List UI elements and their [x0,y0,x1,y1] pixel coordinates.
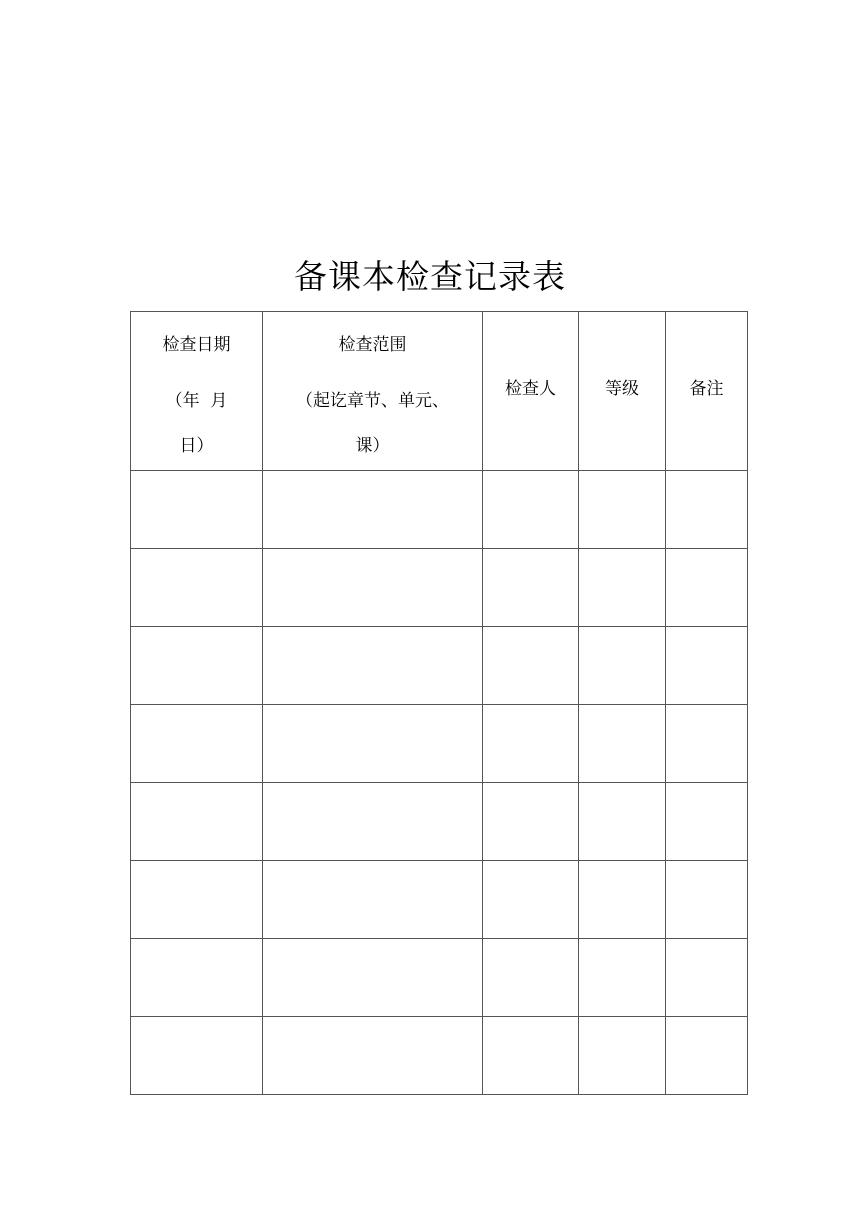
cell-date[interactable] [131,627,263,705]
cell-grade[interactable] [579,783,666,861]
cell-grade[interactable] [579,705,666,783]
table-row [131,471,748,549]
cell-date[interactable] [131,471,263,549]
cell-remarks[interactable] [666,861,748,939]
cell-inspector[interactable] [483,705,579,783]
header-inspector-label: 检查人 [505,378,556,399]
cell-inspector[interactable] [483,1017,579,1095]
header-scope-line1: 检查范围 [338,335,407,355]
cell-grade[interactable] [579,471,666,549]
cell-remarks[interactable] [666,549,748,627]
table-row [131,549,748,627]
cell-grade[interactable] [579,939,666,1017]
header-grade [579,312,666,471]
cell-inspector[interactable] [483,471,579,549]
header-date [131,312,263,471]
cell-scope[interactable] [263,471,483,549]
cell-scope[interactable] [263,939,483,1017]
cell-date[interactable] [131,1017,263,1095]
table-row [131,1017,748,1095]
cell-date[interactable] [131,705,263,783]
cell-date[interactable] [131,939,263,1017]
cell-remarks[interactable] [666,939,748,1017]
cell-inspector[interactable] [483,627,579,705]
cell-inspector[interactable] [483,861,579,939]
cell-scope[interactable] [263,705,483,783]
cell-remarks[interactable] [666,783,748,861]
cell-remarks[interactable] [666,471,748,549]
cell-inspector[interactable] [483,783,579,861]
header-remarks-label: 备注 [689,378,724,399]
cell-scope[interactable] [263,1017,483,1095]
table-header-row [131,312,748,471]
cell-grade[interactable] [579,627,666,705]
cell-inspector[interactable] [483,549,579,627]
cell-scope[interactable] [263,861,483,939]
header-date-line3: 日） [179,436,214,456]
header-remarks [666,312,748,471]
cell-grade[interactable] [579,861,666,939]
cell-remarks[interactable] [666,627,748,705]
cell-remarks[interactable] [666,1017,748,1095]
cell-scope[interactable] [263,627,483,705]
header-date-line2: （年 月 [165,391,228,411]
cell-grade[interactable] [579,549,666,627]
header-scope-line3: 课） [355,436,390,456]
header-scope [263,312,483,471]
table-row [131,627,748,705]
header-scope-line2: （起讫章节、单元、 [296,391,449,411]
cell-date[interactable] [131,783,263,861]
cell-date[interactable] [131,549,263,627]
cell-grade[interactable] [579,1017,666,1095]
document-title: 备课本检查记录表 [294,257,566,296]
header-grade-label: 等级 [605,378,639,399]
inspection-record-table [130,311,748,1095]
table-row [131,939,748,1017]
header-date-line1: 检查日期 [162,335,231,355]
table-row [131,783,748,861]
table-row [131,861,748,939]
table-row [131,705,748,783]
cell-date[interactable] [131,861,263,939]
cell-remarks[interactable] [666,705,748,783]
cell-inspector[interactable] [483,939,579,1017]
cell-scope[interactable] [263,549,483,627]
cell-scope[interactable] [263,783,483,861]
header-inspector [483,312,579,471]
